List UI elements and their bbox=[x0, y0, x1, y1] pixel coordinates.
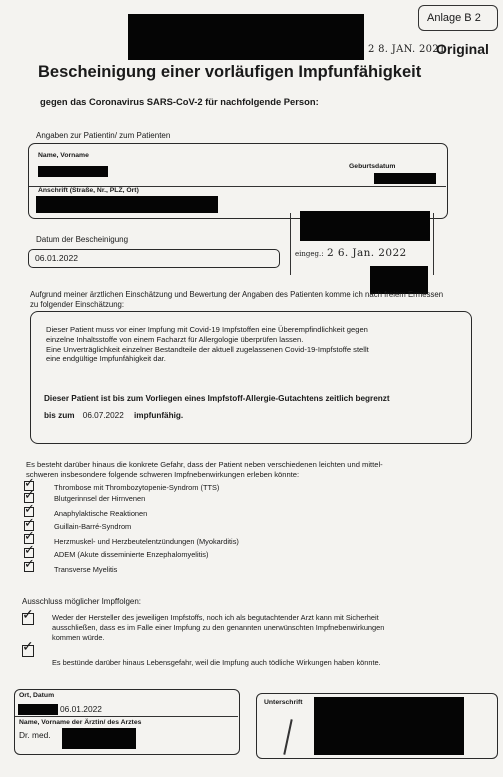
name-label: Name, Vorname bbox=[38, 152, 89, 159]
redacted-name bbox=[38, 166, 108, 177]
check-mark-icon: ✓ bbox=[24, 542, 35, 557]
exclusion-item-1 bbox=[52, 613, 482, 644]
redacted-birthdate bbox=[374, 173, 436, 184]
assessment-line-4: eine endgültige Impfunfähigkeit dar. bbox=[46, 354, 166, 364]
patient-section-label: Angaben zur Patientin/ zum Patienten bbox=[36, 131, 171, 140]
doctor-name-label: Name, Vorname der Ärztin/ des Arztes bbox=[19, 719, 142, 726]
side-effect-item: Guillain-Barré-Syndrom bbox=[54, 522, 132, 531]
place-date-value: 06.01.2022 bbox=[60, 704, 102, 714]
exclusion-label: Ausschluss möglicher Impffolgen: bbox=[22, 597, 142, 606]
certificate-date-label: Datum der Bescheinigung bbox=[36, 235, 129, 244]
assessment-line-2: einzelne Inhaltsstoffe von einem Facharzt für Allergologie überprüfen lassen. bbox=[46, 334, 304, 344]
redacted-doctor-name bbox=[62, 728, 136, 749]
birthdate-label: Geburtsdatum bbox=[349, 163, 396, 170]
danger-intro-line-2: schweren insbesondere folgende schweren Impfnebenwirkungen erleben könnte: bbox=[26, 470, 300, 479]
side-effects-list bbox=[24, 475, 324, 581]
until-prefix: bis zum bbox=[44, 411, 75, 420]
side-effect-item: Anaphylaktische Reaktionen bbox=[54, 509, 148, 518]
doctor-name-value: Dr. med. bbox=[19, 730, 51, 740]
check-mark-icon: ✓ bbox=[24, 556, 35, 571]
anlage-tag bbox=[418, 5, 498, 31]
assessment-bold-text bbox=[44, 390, 464, 424]
assessment-bold-line: Dieser Patient ist bis zum Vorliegen eines Impfstoff-Allergie-Gutachtens zeitlich begrenzt bbox=[44, 394, 390, 403]
check-mark-icon: ✓ bbox=[24, 515, 35, 530]
side-effect-item: Thrombose mit Thrombozytopenie-Syndrom (TTS) bbox=[54, 483, 220, 492]
original-label: Original bbox=[436, 41, 489, 57]
redacted-address bbox=[36, 196, 218, 213]
side-effect-item: Blutgerinnsel der Hirnvenen bbox=[54, 494, 146, 503]
doctor-divider bbox=[15, 716, 238, 717]
exclusion-item-1-line-3: kommen würde. bbox=[52, 633, 105, 643]
checkbox-exclusion-1[interactable] bbox=[22, 606, 34, 625]
checkbox-exclusion-2[interactable] bbox=[22, 638, 34, 657]
exclusion-item-1-line-2: ausschließen, dass es im Falle einer Impfung zu den genannten unerwünschten Impfnebenwirkungen bbox=[52, 623, 385, 633]
assessment-line-1: Dieser Patient muss vor einer Impfung mit Covid-19 Impfstoffen eine Überempfindlichkeit gegen bbox=[46, 325, 368, 334]
signature-label: Unterschrift bbox=[264, 699, 303, 706]
until-suffix: impfunfähig. bbox=[134, 411, 184, 420]
received-stamp-label: eingeg.: bbox=[295, 250, 324, 258]
check-mark-icon: ✓ bbox=[22, 638, 34, 654]
side-effect-item: Herzmuskel- und Herzbeutelentzündungen (Myokarditis) bbox=[54, 537, 239, 546]
redacted-practice-header bbox=[128, 14, 364, 60]
check-mark-icon: ✓ bbox=[24, 487, 35, 502]
redacted-place bbox=[18, 704, 58, 715]
certificate-date-value: 06.01.2022 bbox=[35, 253, 79, 263]
received-stamp-date: 2 6. Jan. 2022 bbox=[327, 247, 407, 259]
check-mark-icon: ✓ bbox=[24, 501, 35, 516]
assessment-line-3: Eine Unverträglichkeit einzelner Bestandteile der aktuell zugelassenen Covid-19-Impfstoffe stellt bbox=[46, 344, 369, 354]
exclusion-item-2: Es bestünde darüber hinaus Lebensgefahr, weil die Impfung auch tödliche Wirkungen haben könnte. bbox=[52, 658, 381, 667]
danger-intro bbox=[26, 460, 466, 480]
side-effect-item: Transverse Myelitis bbox=[54, 565, 118, 574]
stamp-date: 2 8. JAN. 2021 bbox=[368, 44, 446, 55]
address-label: Anschrift (Straße, Nr., PLZ, Ort) bbox=[38, 187, 139, 194]
exclusion-item-1-line-1: Weder der Hersteller des jeweiligen Impfstoffs, noch ich als begutachtender Arzt kann mit Sicherheit bbox=[52, 613, 379, 622]
side-effect-item: ADEM (Akute disseminierte Enzephalomyelitis) bbox=[54, 550, 209, 559]
redacted-signature bbox=[314, 697, 464, 755]
danger-intro-line-1: Es besteht darüber hinaus die konkrete Gefahr, dass der Patient neben verschiedenen leichten und mittel- bbox=[26, 460, 383, 469]
check-mark-icon: ✓ bbox=[24, 475, 35, 490]
until-date: 06.07.2022 bbox=[82, 411, 124, 420]
place-date-label: Ort, Datum bbox=[19, 692, 55, 699]
anlage-label: Anlage B 2 bbox=[427, 12, 481, 24]
check-mark-icon: ✓ bbox=[24, 528, 35, 543]
check-mark-icon: ✓ bbox=[22, 606, 34, 622]
certificate-date-box bbox=[28, 249, 280, 268]
page-subtitle: gegen das Coronavirus SARS-CoV-2 für nachfolgende Person: bbox=[40, 96, 319, 107]
checkbox-myelitis[interactable] bbox=[24, 556, 35, 572]
assessment-intro: Aufgrund meiner ärztlichen Einschätzung und Bewertung der Angaben des Patienten komme ich nach freiem Ermessen zu folgender Einschätzung: bbox=[30, 290, 444, 309]
page-title: Bescheinigung einer vorläufigen Impfunfähigkeit bbox=[38, 63, 422, 81]
assessment-text bbox=[46, 325, 456, 364]
assessment-until-line bbox=[44, 407, 464, 424]
